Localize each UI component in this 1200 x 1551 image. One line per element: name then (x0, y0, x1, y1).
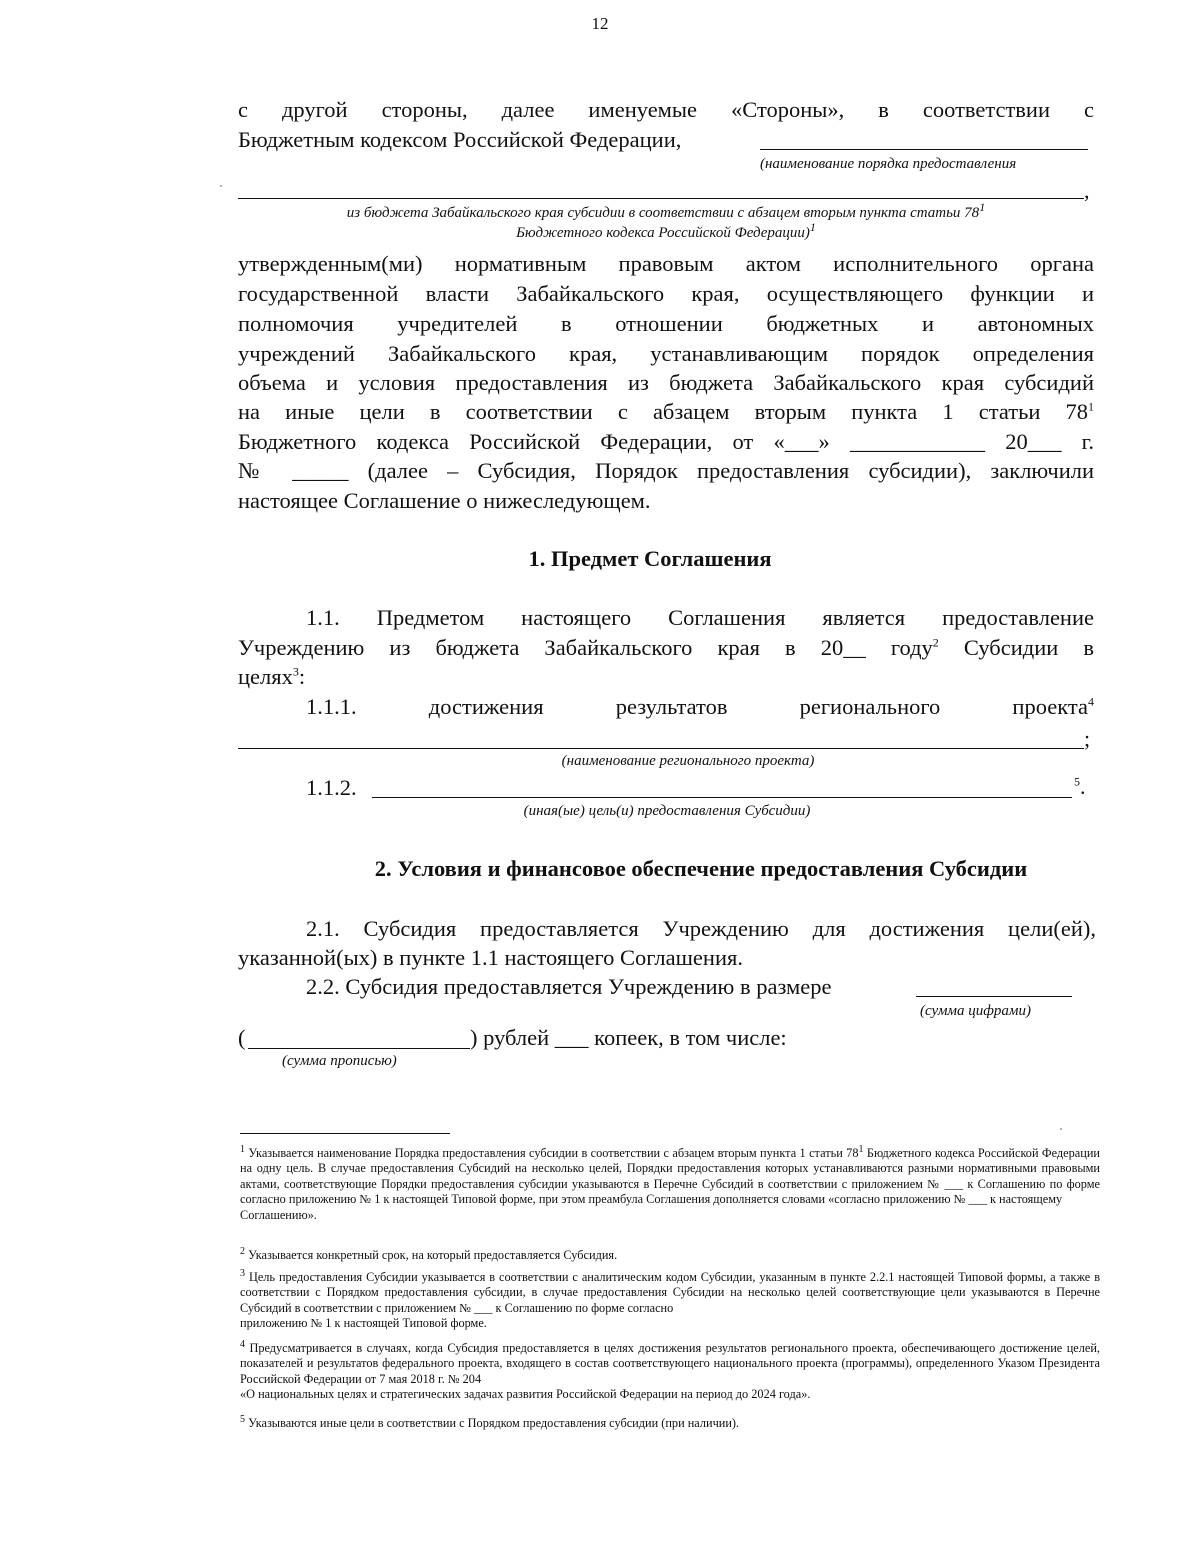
preamble-line-8: № _____ (далее – Субсидия, Порядок предоставления субсидии), заключили (238, 458, 1094, 483)
p21-line-1: 2.1. Субсидия предоставляется Учреждению для достижения цели(ей), (306, 916, 1096, 941)
blank-order-name-cont (238, 198, 1084, 199)
fn4-mark: 4 (240, 1338, 245, 1350)
note-budget-line-1 (238, 200, 1094, 223)
note-other-goal: (иная(ые) цель(и) предоставления Субсидии) (523, 803, 811, 819)
preamble-line-2: государственной власти Забайкальского края, осуществляющего функции и (238, 281, 1094, 306)
fn2-text: Указывается конкретный срок, на который предоставляется Субсидия. (248, 1248, 618, 1262)
preamble-line-1: утвержденным(ми) нормативным правовым актом исполнительного органа (238, 251, 1094, 276)
p11-line-3-text: целях (238, 664, 293, 689)
footnote-4 (240, 1338, 1100, 1403)
p11-line-1: 1.1. Предметом настоящего Соглашения является предоставление (306, 605, 1094, 630)
footnote-1 (240, 1143, 1100, 1223)
p111-word-4: проекта (1012, 694, 1088, 719)
preamble-line-9: настоящее Соглашение о нижеследующем. (238, 488, 651, 513)
fn1-mark: 1 (240, 1143, 245, 1155)
p111-word-3: регионального (799, 694, 941, 719)
footnote-ref-4: 4 (1087, 694, 1094, 709)
preamble-line-7: Бюджетного кодекса Российской Федерации, от «___» ____________ 20___ г. (238, 429, 1094, 454)
fn2-mark: 2 (240, 1245, 245, 1257)
preamble-line-5: объема и условия предоставления из бюджета Забайкальского края субсидий (238, 370, 1094, 395)
superscript: 1 (979, 200, 986, 214)
period-mark: . (1080, 774, 1086, 799)
fn5-mark: 5 (240, 1413, 245, 1425)
p11-line-2a: Учреждению из бюджета Забайкальского края в 20__ году (238, 635, 933, 660)
paren-open: ( (238, 1025, 246, 1050)
fn3-last: приложению № 1 к настоящей Типовой форме. (240, 1316, 487, 1331)
section-1-title: 1. Предмет Соглашения (528, 546, 772, 571)
footnote-ref-5: 5 (1074, 774, 1080, 789)
fn1-rest: Бюджетного кодекса Российской Федерации на одну цель. В случае предоставления Субсидий на несколько целей, Порядки предоставления которых устанавливаются разными нормативными правовыми актами, соответствующие Порядки предоставления субсидии указываются в Перечне Субсидий в соответствии с приложением № ___ к Соглашению по форме согласно приложению № 1 к настоящей Типовой форме, при этом преамбула Соглашения дополняется словами «согласно приложению № ___ к настоящему (240, 1146, 1100, 1207)
fn4-last: «О национальных целях и стратегических задачах развития Российской Федерации на период до 2024 года». (240, 1387, 811, 1402)
intro-line-1: с другой стороны, далее именуемые «Стороны», в соответствии с (238, 97, 1094, 122)
semicolon-mark: ; (1084, 726, 1091, 751)
colon: : (298, 664, 306, 689)
fn3-text: Цель предоставления Субсидии указывается в соответствии с аналитическим кодом Субсидии, указанным в пункте 2.2.1 настоящей Типовой формы, а также в соответствии с Порядком предоставления субсидии, в случае предоставления Субсидии на несколько целей соответствующие цели указываются в Перечне Субсидий в соответствии с приложением № ___ к Соглашению по форме согласно (240, 1270, 1101, 1315)
note-budget-text-1: из бюджета Забайкальского края субсидии в соответствии с абзацем вторым пункта статьи 78 (346, 205, 980, 221)
p22-line-1: 2.2. Субсидия предоставляется Учреждению в размере (306, 974, 832, 999)
blank-order-name (760, 149, 1088, 150)
p111-line (306, 692, 1094, 722)
preamble-line-6 (238, 397, 1094, 427)
fn3-mark: 3 (240, 1267, 245, 1279)
p111-word-2: результатов (615, 694, 728, 719)
preamble-line-6-text: на иные цели в соответствии с абзацем вторым пункта 1 статьи 78 (238, 399, 1088, 424)
fn5-text: Указываются иные цели в соответствии с Порядком предоставления субсидии (при наличии). (248, 1416, 740, 1430)
fn4-text: Предусматривается в случаях, когда Субсидия предоставляется в целях достижения результатов регионального проекта, обеспечивающего достижение целей, показателей и результатов федерального проекта, входящего в состав соответствующего национального проекта (программы), определенного Указом Президента Российской Федерации от 7 мая 2018 г. № 204 (240, 1341, 1100, 1386)
footnote-ref-1: 1 (809, 220, 816, 234)
scan-speck (1060, 1128, 1062, 1130)
blank-sum-digits (916, 996, 1072, 997)
footnote-5 (240, 1413, 1100, 1431)
p11-line-3 (238, 662, 1094, 692)
section-2-title: 2. Условия и финансовое обеспечение предоставления Субсидии (374, 856, 1028, 881)
footnote-2 (240, 1245, 1100, 1263)
p21-line-2: указанной(ых) в пункте 1.1 настоящего Соглашения. (238, 945, 743, 970)
fn1-sup: 1 (858, 1143, 864, 1155)
p11-line-2 (238, 633, 1094, 663)
comma-mark: , (1084, 178, 1090, 203)
p111-word-1: достижения (428, 694, 544, 719)
preamble-line-3: полномочия учредителей в отношении бюджетных и автономных (238, 311, 1094, 336)
fn1-text: Указывается наименование Порядка предоставления субсидии в соответствии с абзацем вторым пункта 1 статьи 78 (248, 1146, 859, 1160)
note-budget-text-2: Бюджетного кодекса Российской Федерации) (516, 225, 810, 241)
footnote-ref-2: 2 (932, 635, 939, 650)
p112-number: 1.1.2. (306, 775, 357, 800)
note-budget-line-2 (238, 220, 1094, 243)
blank-other-goal (372, 797, 1072, 798)
blank-project-name (238, 748, 1084, 749)
note-sum-words: (сумма прописью) (282, 1053, 397, 1069)
page-number: 12 (591, 14, 609, 33)
p112-end (1074, 774, 1086, 800)
note-sum-digits: (сумма цифрами) (920, 1003, 1031, 1019)
intro-line-2 (238, 125, 1094, 155)
p111-number: 1.1.1. (306, 694, 357, 719)
note-project-name: (наименование регионального проекта) (561, 753, 815, 769)
footnote-ref-1b: 1 (1088, 399, 1094, 414)
note-order-name: (наименование порядка предоставления (760, 156, 1017, 172)
footnote-separator (240, 1133, 450, 1134)
footnote-ref-3: 3 (292, 664, 299, 679)
footnote-3 (240, 1267, 1101, 1332)
preamble-line-4: учреждений Забайкальского края, устанавливающим порядок определения (238, 341, 1094, 366)
p22-line-2: ) рублей ___ копеек, в том числе: (470, 1025, 787, 1050)
fn1-last: Соглашению». (240, 1207, 317, 1222)
intro-line-2-text: Бюджетным кодексом Российской Федерации, (238, 127, 682, 152)
p11-line-2b: Субсидии в (938, 635, 1094, 660)
blank-sum-words (248, 1048, 470, 1049)
p111-word-4-wrap (1012, 692, 1094, 722)
scan-speck (220, 185, 222, 187)
